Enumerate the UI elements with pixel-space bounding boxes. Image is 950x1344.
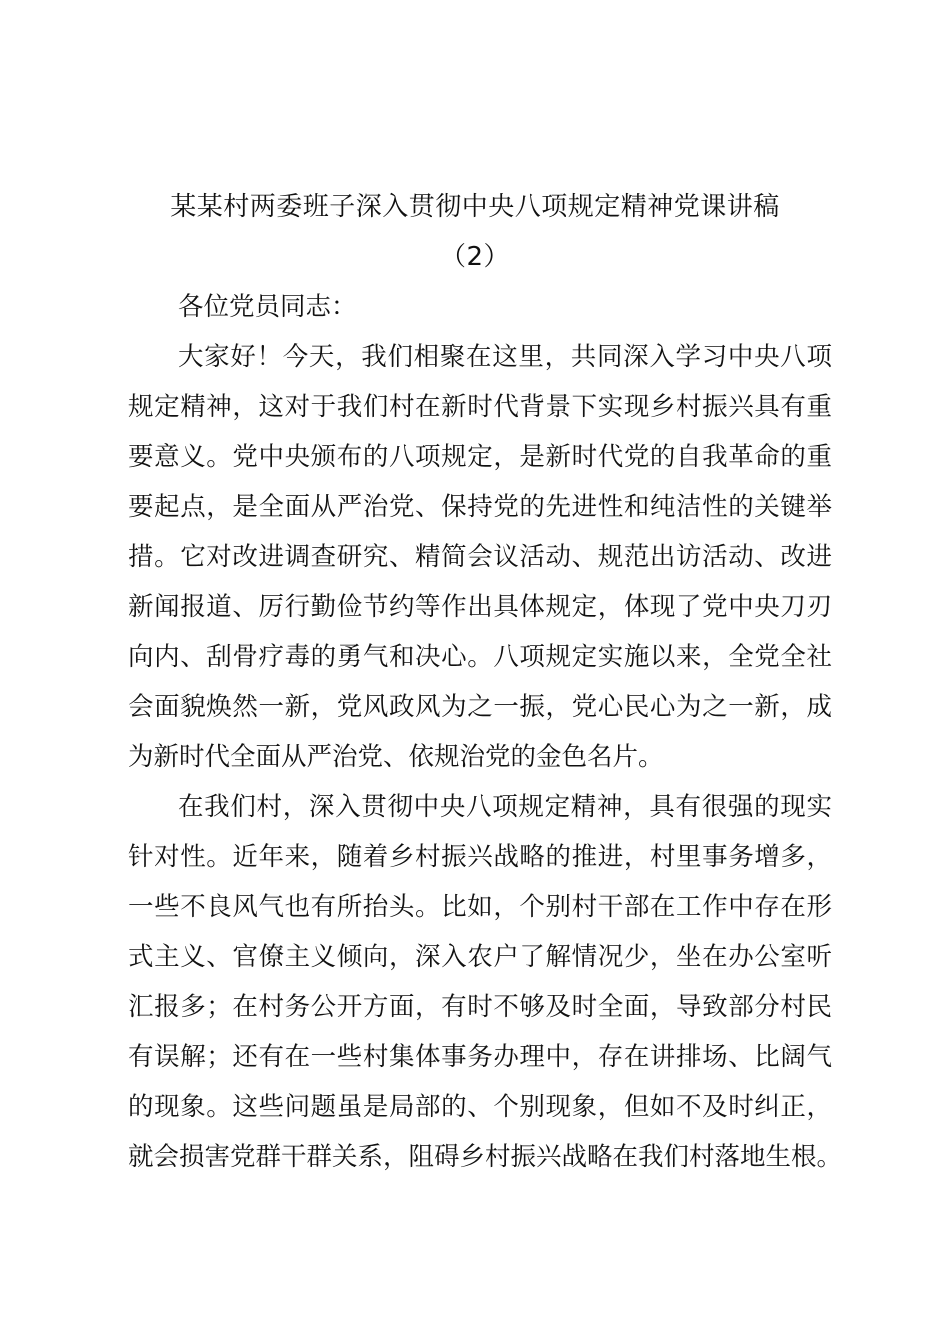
paragraph-2-line: 一些不良风气也有所抬头。比如，个别村干部在工作中存在形: [128, 892, 832, 922]
paragraph-1-line: 新闻报道、厉行勤俭节约等作出具体规定，体现了党中央刀刃: [128, 592, 832, 622]
paragraph-2-line: 就会损害党群干群关系，阻碍乡村振兴战略在我们村落地生根。: [128, 1142, 843, 1172]
paragraph-2-line: 针对性。近年来，随着乡村振兴战略的推进，村里事务增多，: [128, 842, 832, 872]
paragraph-2-line: 汇报多；在村务公开方面，有时不够及时全面，导致部分村民: [128, 992, 832, 1022]
paragraph-1-line: 向内、刮骨疗毒的勇气和决心。八项规定实施以来，全党全社: [128, 642, 832, 672]
salutation: 各位党员同志：: [178, 292, 357, 322]
paragraph-1-line: 要意义。党中央颁布的八项规定，是新时代党的自我革命的重: [128, 442, 832, 472]
paragraph-1-line: 要起点，是全面从严治党、保持党的先进性和纯洁性的关键举: [128, 492, 832, 522]
paragraph-1-line: 会面貌焕然一新，党风政风为之一振，党心民心为之一新，成: [128, 692, 832, 722]
paragraph-1-line: 为新时代全面从严治党、依规治党的金色名片。: [128, 742, 664, 772]
document-title-number: （2）: [439, 242, 511, 272]
paragraph-2-line: 在我们村，深入贯彻中央八项规定精神，具有很强的现实: [178, 792, 832, 822]
paragraph-2-line: 有误解；还有在一些村集体事务办理中，存在讲排场、比阔气: [128, 1042, 832, 1072]
paragraph-2-line: 式主义、官僚主义倾向，深入农户了解情况少，坐在办公室听: [128, 942, 832, 972]
paragraph-1-line: 规定精神，这对于我们村在新时代背景下实现乡村振兴具有重: [128, 392, 832, 422]
paragraph-1-line: 大家好！今天，我们相聚在这里，共同深入学习中央八项: [178, 342, 832, 372]
document-title: 某某村两委班子深入贯彻中央八项规定精神党课讲稿: [170, 192, 780, 222]
paragraph-2-line: 的现象。这些问题虽是局部的、个别现象，但如不及时纠正，: [128, 1092, 832, 1122]
paragraph-1-line: 措。它对改进调查研究、精简会议活动、规范出访活动、改进: [128, 542, 832, 572]
